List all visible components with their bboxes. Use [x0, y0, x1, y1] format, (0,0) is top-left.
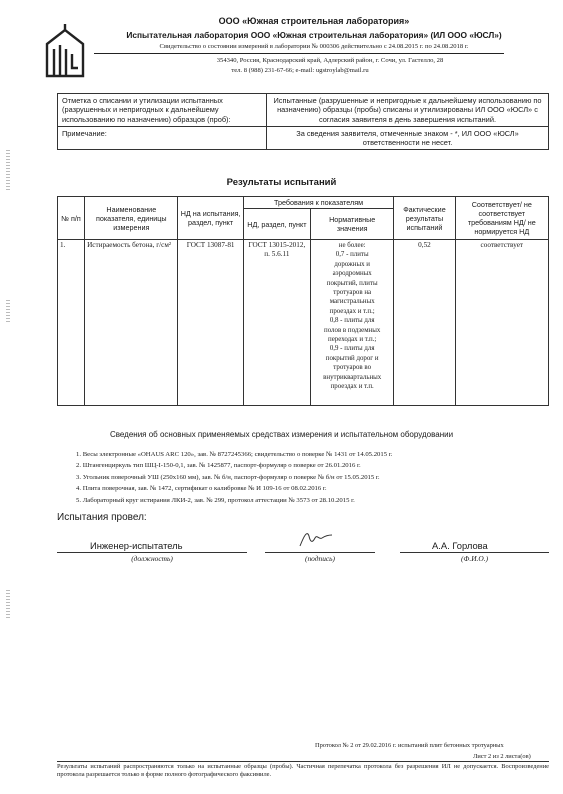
- lab-name: Испытательная лаборатория ООО «Южная строительная лаборатория» (ИЛ ООО «ЮСЛ»): [126, 30, 502, 40]
- disposal-notes-table: [57, 93, 549, 150]
- list-item: 3. Угольник поверочный УШ (250х160 мм), зав. № б/н, паспорт-формуляр о поверке № б/н от 15.05.2015 г.: [76, 473, 380, 481]
- signature-caption: (подпись): [305, 554, 335, 563]
- col-nd-header: НД на испытания, раздел, пункт: [178, 197, 243, 240]
- norm-line: покрытий дорог и: [325, 354, 379, 362]
- row-req-nd: ГОСТ 13015-2012, п. 5.6.11: [243, 240, 310, 406]
- norm-line: переходах и т.п.;: [328, 336, 377, 344]
- signature-line: [265, 552, 375, 553]
- sheet-number: Лист 2 из 2 листа(ов): [473, 753, 531, 760]
- table-row: [58, 94, 549, 127]
- position-line: [57, 552, 247, 553]
- scan-artifact: [6, 590, 10, 620]
- col-actual-header: Фактические результаты испытаний: [394, 197, 455, 240]
- footer-divider: [57, 761, 549, 762]
- row-num: 1.: [58, 240, 85, 406]
- norm-line: полов в подземных: [324, 326, 381, 334]
- row-compliance: соответствует: [455, 240, 548, 406]
- norm-line: проездах и т.п.;: [329, 307, 375, 315]
- norm-line: 0,8 - плиты для: [329, 317, 375, 325]
- row-actual: 0,52: [394, 240, 455, 406]
- table-header-row: [58, 197, 549, 209]
- disposal-value: Испытанные (разрушенные и непригодные к дальнейшему использованию по назначению) образцы (пробы) списаны и утилизированы ИЛ ООО «ЮСЛ» с согласия заявителя в день завершения испытаний.: [267, 94, 549, 127]
- address-line: 354340, Россия, Краснодарский край, Адлерский район, г. Сочи, ул. Гастелло, 28: [216, 57, 444, 64]
- col-req-nd-header: НД, раздел, пункт: [243, 209, 310, 240]
- norm-line: покрытий, плиты: [326, 279, 378, 287]
- equipment-title: Сведения об основных применяемых средствах измерения и испытательном оборудовании: [109, 430, 454, 439]
- position-caption: (должность): [131, 554, 173, 563]
- col-requirements-header: Требования к показателям: [243, 197, 394, 209]
- col-num-header: № п/п: [58, 197, 85, 240]
- contacts-line: тел. 8 (988) 231-67-66; e-mail: ugstroylab@mail.ru: [231, 67, 369, 74]
- handwritten-signature-icon: [298, 526, 334, 550]
- row-norm: [311, 240, 394, 406]
- certificate-line: Свидетельство о состоянии измерений в лаборатории № 000306 действительно с 24.08.2015 г. по 24.08.2018 г.: [159, 43, 469, 50]
- org-name: ООО «Южная строительная лаборатория»: [218, 16, 410, 26]
- list-item: 1. Весы электронные «OHAUS ARC 120», зав. № 8727245366; свидетельство о поверке № 1431 от 14.05.2015 г.: [76, 451, 393, 458]
- equipment-list: [76, 449, 392, 506]
- engineer-name: А.А. Горлова: [432, 540, 488, 551]
- footer-disclaimer: Результаты испытаний распространяются только на испытанные образцы (пробы). Частичная перепечатка протокола без разрешения ИЛ не допускается. Воспроизведение протокола разрешается только в форме полного фотографического факсимиле.: [57, 763, 549, 779]
- scan-artifact: [6, 300, 10, 324]
- results-table: [57, 196, 549, 406]
- list-item: 5. Лабораторный круг истирания ЛКИ-2, зав. № 299, протокол аттестации № 3573 от 28.10.2015 г.: [76, 496, 355, 504]
- col-compliance-header: Соответствует/ не соответствует требованиям НД/ не нормируется НД: [455, 197, 548, 240]
- header-divider: [94, 53, 504, 54]
- list-item: 4. Плита поверочная, зав. № 1472, сертификат о калибровке № И 109-16 от 08.02.2016 г.: [76, 485, 327, 493]
- norm-line: аэродромных: [332, 270, 372, 278]
- norm-line: дорожных и: [334, 260, 370, 268]
- norm-line: не более:: [338, 242, 366, 249]
- table-row: [58, 126, 549, 150]
- list-item: 2. Штангенциркуль тип ШЦ-I-150-0,1, зав. № 1425877, паспорт-формуляр о поверке от 26.01.2016 г.: [76, 462, 361, 470]
- name-caption: (Ф.И.О.): [460, 554, 489, 563]
- disposal-label: Отметка о списании и утилизации испытанных (разрушенных и непригодных к дальнейшему использованию по назначению) образцов (проб):: [58, 94, 267, 127]
- table-row: [58, 240, 549, 406]
- norm-line: магистральных: [329, 298, 375, 306]
- norm-line: проездах и т.п.: [330, 383, 374, 391]
- col-req-norm-header: Нормативные значения: [311, 209, 394, 240]
- norm-line: внутриквартальных: [323, 373, 382, 381]
- protocol-reference: Протокол № 2 от 29.02.2016 г. испытаний плит бетонных тротуарных: [315, 742, 504, 749]
- norm-line: 0,7 - плиты: [335, 251, 369, 259]
- norm-line: тротуаров во: [333, 364, 372, 372]
- norm-line: 0,9 - плиты для: [329, 345, 375, 353]
- row-name: Истираемость бетона, г/см²: [85, 240, 178, 406]
- col-name-header: Наименование показателя, единицы измерения: [85, 197, 178, 240]
- name-line: [400, 552, 549, 553]
- results-title: Результаты испытаний: [226, 177, 337, 188]
- tests-conducted-label: Испытания провел:: [57, 512, 147, 523]
- note-label: Примечание:: [58, 126, 267, 150]
- note-value: За сведения заявителя, отмеченные знаком - *, ИЛ ООО «ЮСЛ» ответственности не несет.: [267, 126, 549, 150]
- norm-line: тротуаров на: [333, 289, 372, 297]
- row-nd: ГОСТ 13087-81: [178, 240, 243, 406]
- lab-logo-icon: [44, 22, 86, 80]
- engineer-position: Инженер-испытатель: [90, 540, 183, 551]
